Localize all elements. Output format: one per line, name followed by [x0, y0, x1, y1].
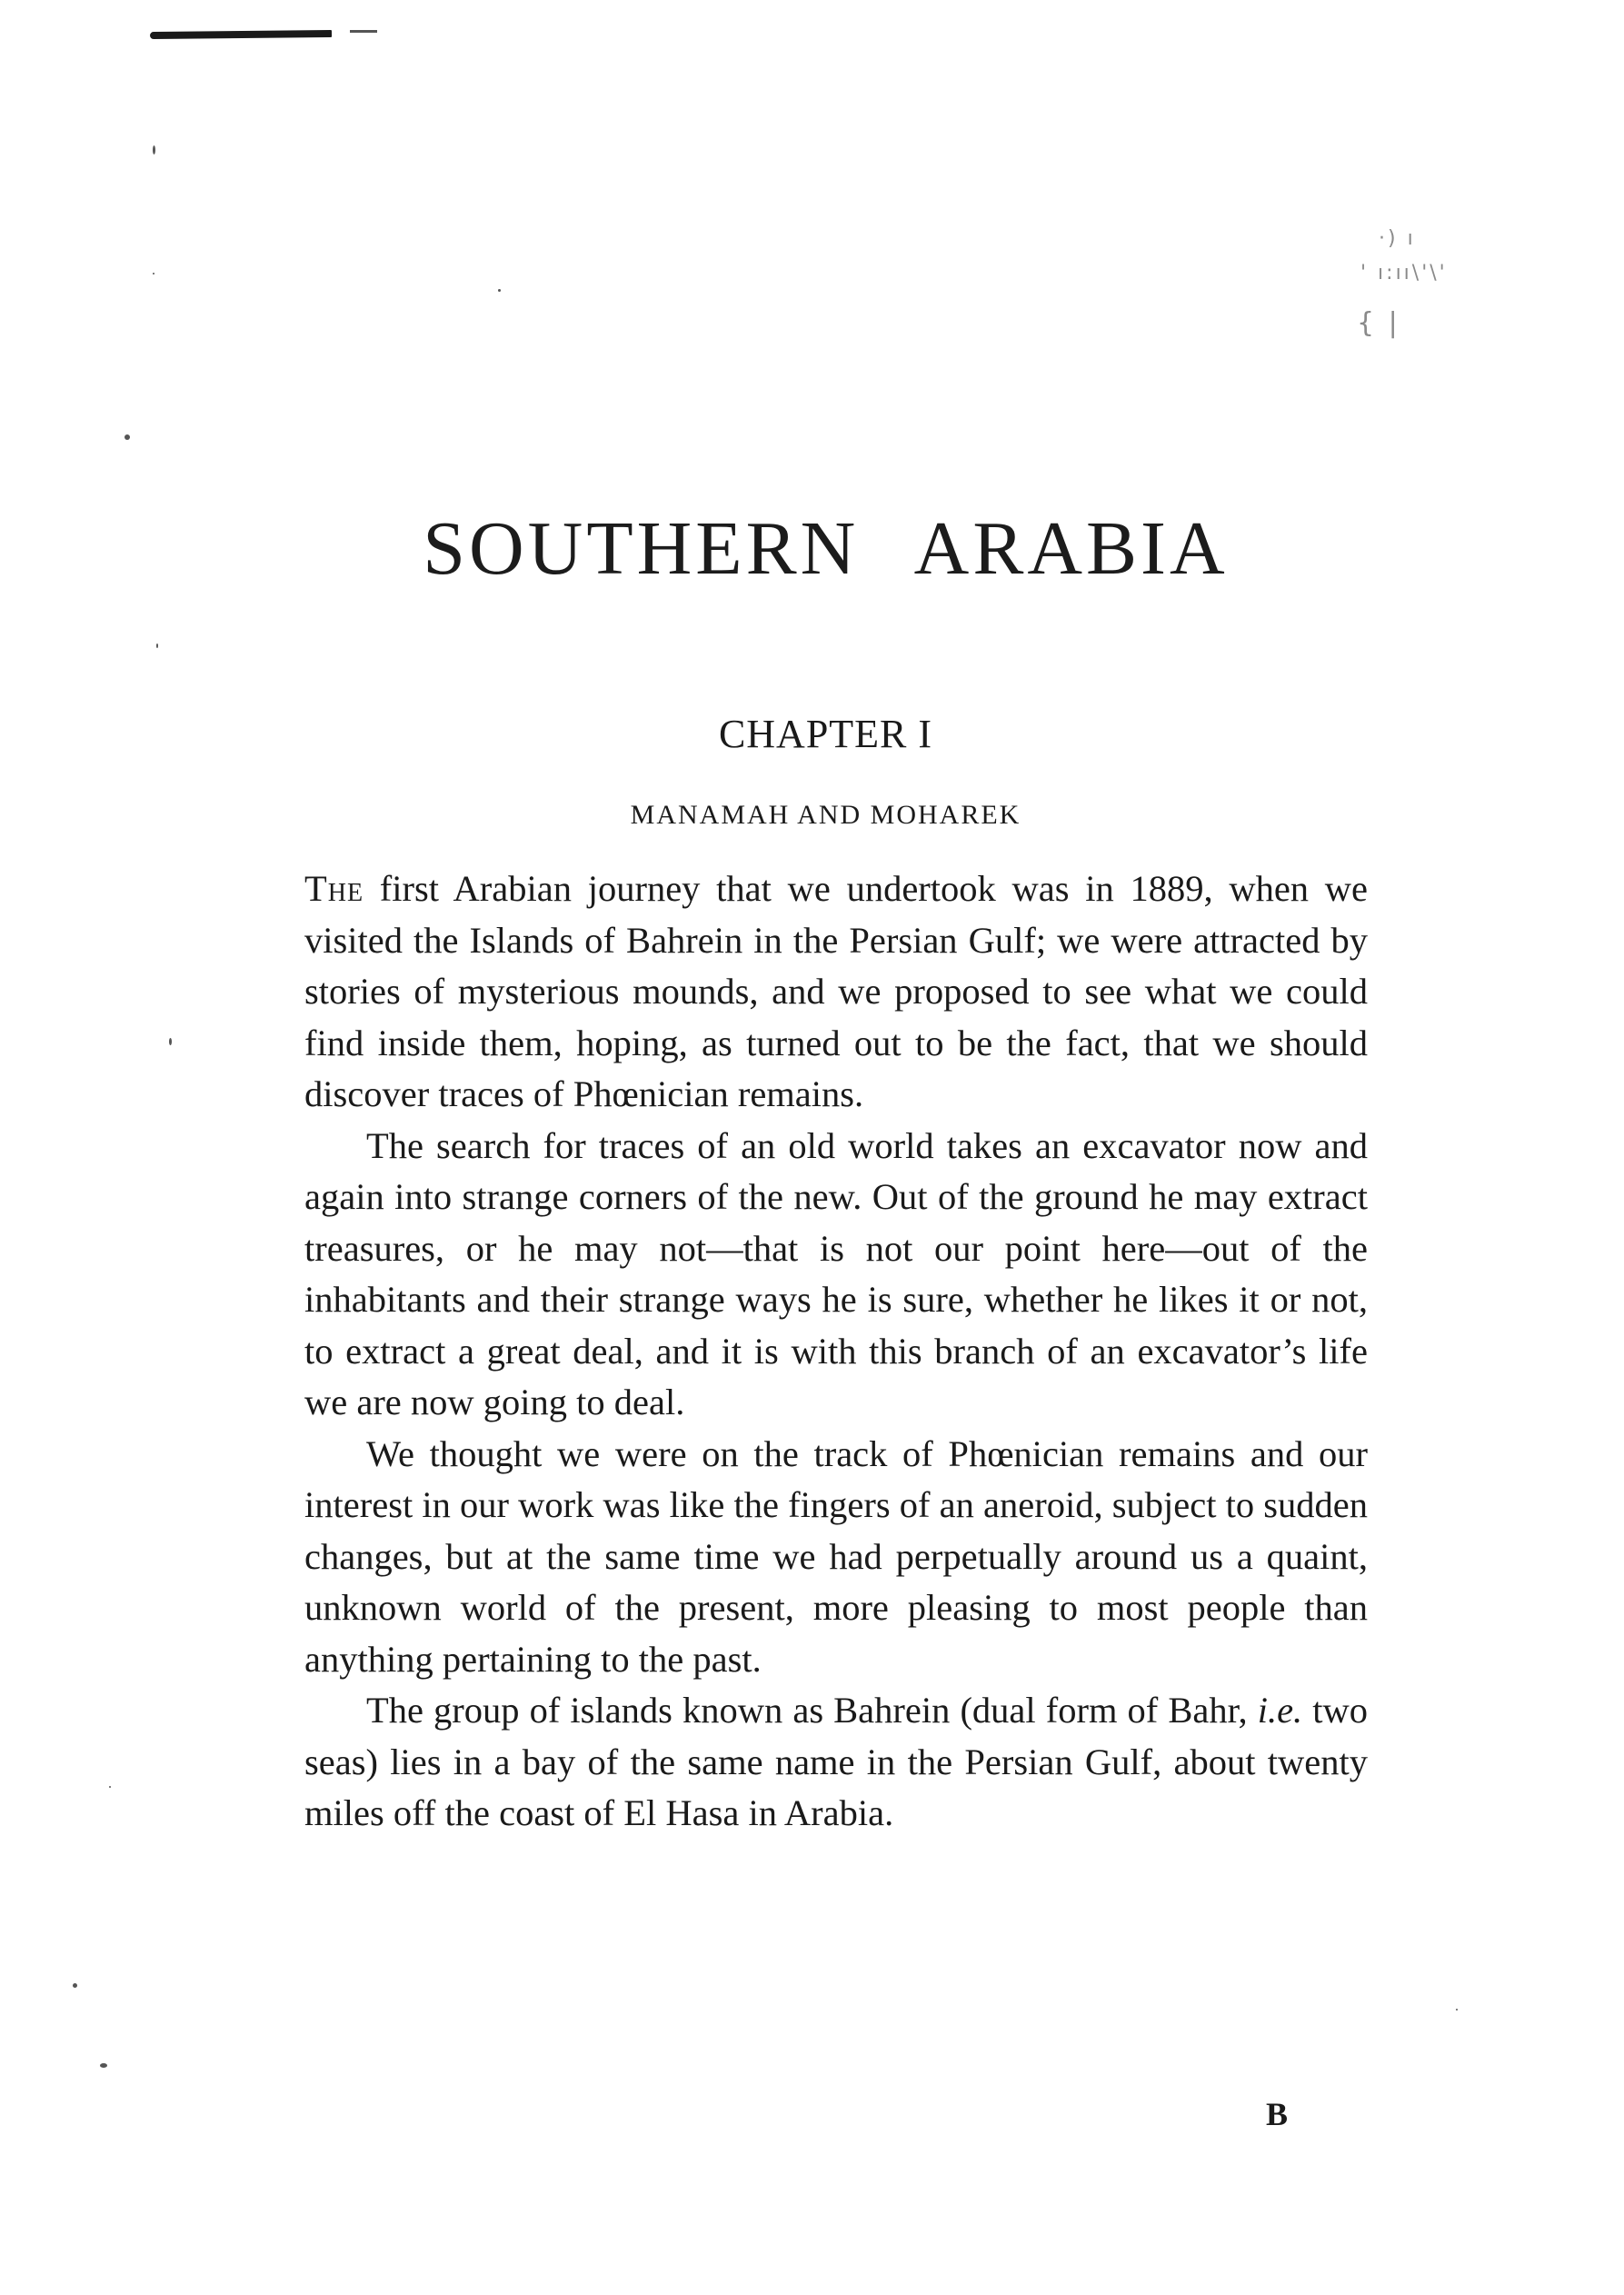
speck	[73, 1983, 77, 1988]
ink-smudge-tail	[350, 30, 377, 33]
stamp-line-1: ·) ı	[1379, 227, 1416, 250]
body-text	[304, 863, 1368, 1840]
speck	[153, 145, 155, 155]
paragraph-text: The group of islands known as Bahrein (dual form of Bahr,	[366, 1690, 1258, 1731]
paragraph-1	[304, 863, 1368, 1121]
book-title: SOUTHERN ARABIA	[423, 506, 1229, 591]
speck	[1456, 2009, 1458, 2011]
speck	[156, 644, 158, 648]
paragraph-2: The search for traces of an old world takes an excavator now and again into strange corners of the new. Out of the ground he may extract treasures, or he may not—that is not our point here—out of the inhabitants and their strange ways he is sure, whether he likes it or not, to extract a great deal, and it is with this branch of an excavator’s life we are now going to deal.	[304, 1124, 1368, 1422]
stamp-line-3: { |	[1357, 307, 1400, 339]
speck	[169, 1038, 172, 1045]
paragraph-italic: i.e.	[1257, 1690, 1303, 1731]
paragraph-lead: The	[304, 868, 364, 909]
signature-mark: B	[1266, 2096, 1289, 2132]
library-stamp	[1340, 227, 1504, 373]
speck	[153, 273, 154, 274]
speck	[109, 1786, 111, 1788]
chapter-subtitle: MANAMAH AND MOHAREK	[630, 800, 1021, 830]
chapter-heading: CHAPTER I	[718, 712, 933, 756]
paragraph-text: two seas) lies in a bay of the same name in the Persian Gulf, about twenty miles off the coast of El Hasa in Arabia.	[304, 1690, 1369, 1833]
ink-smudge	[150, 30, 332, 39]
paragraph-4	[304, 1685, 1368, 1840]
speck	[125, 434, 130, 440]
paragraph-text: first Arabian journey that we undertook was in 1889, when we visited the Islands of Bahrein in the Persian Gulf; we were attracted by stories of mysterious mounds, and we proposed to see what we could find inside them, hoping, as turned out to be the fact, that we should discover traces of Phœnician remains.	[304, 868, 1368, 1114]
stamp-line-2: ' ı:ıı\'\'	[1360, 262, 1448, 284]
speck	[100, 2063, 107, 2068]
speck	[498, 289, 501, 292]
paragraph-3: We thought we were on the track of Phœnician remains and our interest in our work was like the fingers of an aneroid, subject to sudden changes, but at the same time we had perpetually around us a quaint, unknown world of the present, more pleasing to most people than anything pertaining to the past.	[304, 1432, 1368, 1680]
